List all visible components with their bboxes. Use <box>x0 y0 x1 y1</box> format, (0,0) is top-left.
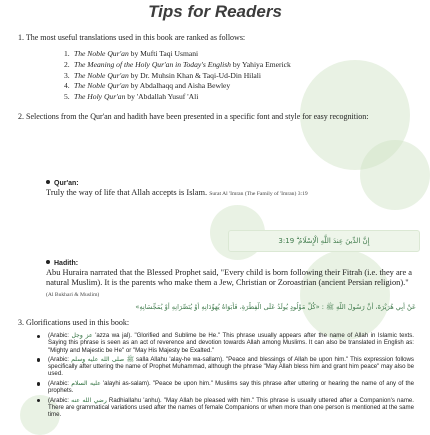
hadith-sample <box>46 268 414 300</box>
list-item: (Arabic: ﷺ صلى الله عليه وسلم salla Allahu 'alay-he wa-sallam). "Peace and blessings of Allah be upon him." This expression follows specifically after uttering the name of Prophet Muhammad, although the phrase "May Allah bless him and grant him peace" may also be used. <box>34 356 414 378</box>
arabic-phrase: عز وجل <box>71 332 93 339</box>
list-item: 2. The Meaning of the Holy Qur'an in Today's English by Yahiya Emerick <box>64 59 291 69</box>
section-3-heading: 3. Glorifications used in this book: <box>18 318 130 327</box>
list-item: 4. The Noble Qur'an by Abdalhaqq and Aisha Bewley <box>64 81 231 91</box>
list-item: (Arabic: رضي الله عنه Radhiallahu 'anhu). "May Allah be pleased with him." This phrase is usually uttered after a Companion's name. There are grammatical variations used after the names of female Companions or when more than one person is mentioned at the same time. <box>34 397 414 419</box>
quran-sample <box>46 188 386 199</box>
quran-text: Truly the way of life that Allah accepts is Islam. <box>46 188 208 197</box>
hadith-citation: (Al Bukhari & Muslim) <box>46 291 100 298</box>
quran-label: Qur'an: <box>54 180 79 187</box>
translations-list <box>64 49 291 103</box>
quran-arabic-box <box>228 230 420 252</box>
quran-arabic-text: إِنَّ الدِّينَ عِندَ اللَّهِ الْإِسْلَامُ ۗ 3:19 <box>278 237 370 245</box>
arabic-phrase: رضي الله عنه <box>71 396 107 404</box>
quran-citation: Surat Al 'Imran (The Family of 'Imran) 3:19 <box>209 191 308 197</box>
list-item: (Arabic: عليه السلام 'alayhi as-salam). "Peace be upon him." Muslims say this phrase after uttering or hearing the name of any of the prophets. <box>34 380 414 395</box>
decorative-circle <box>360 140 430 210</box>
list-item: 3. The Noble Qur'an by Dr. Muhsin Khan & Taqi-Ud-Din Hilali <box>64 70 261 80</box>
glorifications-list <box>34 332 414 421</box>
list-item: (Arabic: عز وجل 'azza wa jal). "Glorified and Sublime be He." This phrase usually appears after the name of Allah in Islamic texts. Saying this phrase is seen as an act of reverence and devotion towards Allah among Muslims. It can also be translated in English as: "Mighty and Majestic be He" or "May His Majesty be Exalted." <box>34 332 414 354</box>
page-title: Tips for Readers <box>148 2 282 21</box>
section-1-heading: 1. The most useful translations used in this book are ranked as follows: <box>18 33 246 42</box>
hadith-arabic-text: عَنْ أَبِي هُرَيْرَةَ، أَنَّ رَسُولَ اللَّهِ ﷺ : «كُلُّ مَوْلُودٍ يُولَدُ عَلَى الْفِطْرَةِ، فَأَبَوَاهُ يُهَوِّدَانِهِ أَوْ يُنَصِّرَانِهِ أَوْ يُمَجِّسَانِهِ» <box>135 303 416 311</box>
bullet-icon <box>46 260 50 264</box>
quran-label-row <box>46 178 430 188</box>
list-item: 5. The Holy Qur'an by 'Abdallah Yusuf 'Ali <box>64 92 199 102</box>
bullet-icon <box>46 180 50 184</box>
section-2-heading: 2. Selections from the Qur'an and hadith have been presented in a specific font and style for easy recognition: <box>18 112 369 121</box>
hadith-label-row <box>46 258 430 268</box>
list-item: 1. The Noble Qur'an by Mufti Taqi Usmani <box>64 49 199 58</box>
hadith-text: Abu Huraira narrated that the Blessed Prophet said, "Every child is born following their Fitrah (i.e. they are a natural Muslim). It is the parents who make them a Jew, Christian or Zoroastrian (ancient Persian religion)." <box>46 268 412 288</box>
arabic-phrase: ﷺ صلى الله عليه وسلم <box>71 355 134 363</box>
hadith-label: Hadith: <box>54 260 79 267</box>
arabic-phrase: عليه السلام <box>71 379 101 387</box>
